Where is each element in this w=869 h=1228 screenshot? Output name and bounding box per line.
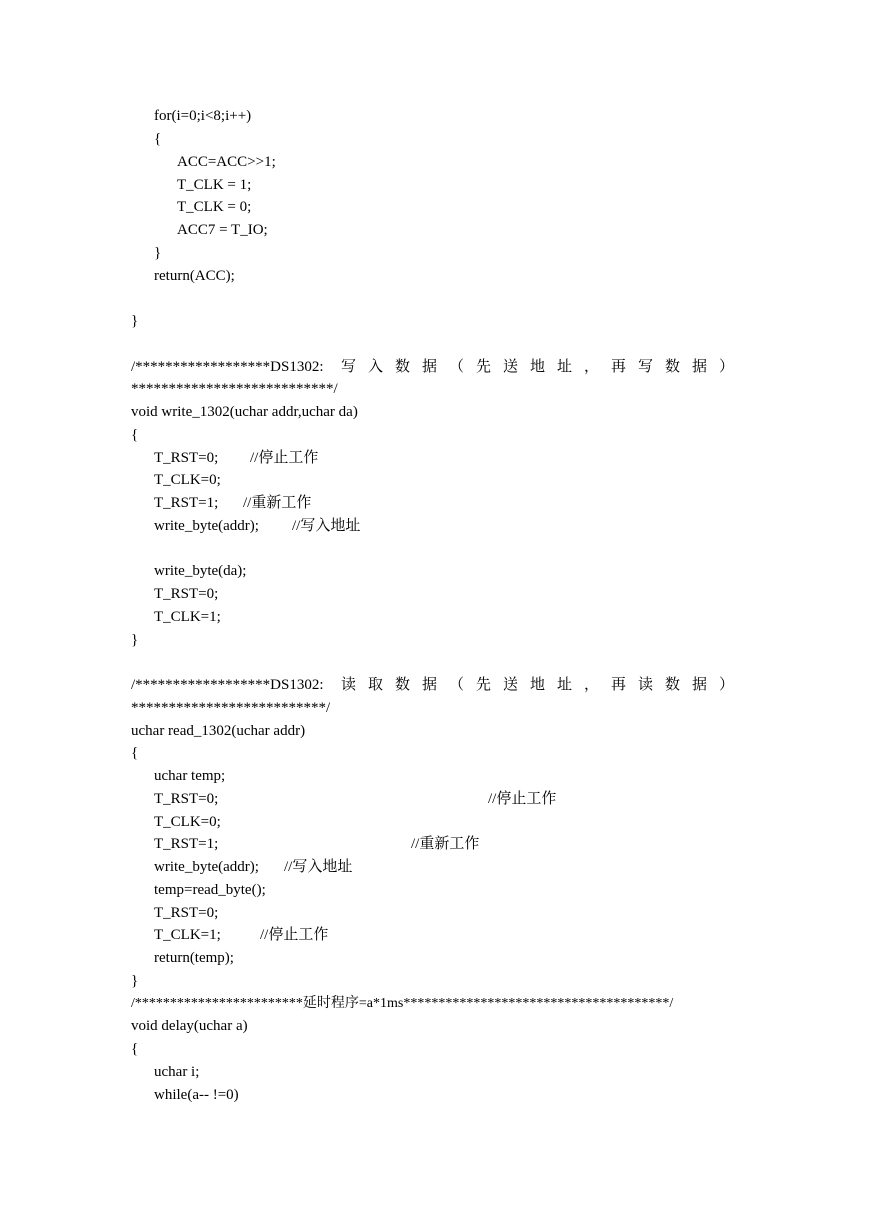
section-comment-line — [0, 675, 735, 695]
code-text: T_CLK=0; — [154, 472, 221, 488]
spaced-char: 送 — [503, 677, 519, 693]
code-text: T_RST=1; — [154, 836, 219, 852]
code-text: **************************/ — [131, 700, 331, 716]
code-text: { — [154, 131, 162, 147]
spaced-char: 址 — [557, 677, 573, 693]
spaced-char: 再 — [611, 359, 627, 375]
code-text: T_CLK = 0; — [177, 199, 252, 215]
code-text: write_byte(da); — [154, 563, 247, 579]
spaced-char: 地 — [530, 359, 546, 375]
spaced-char: ） — [719, 359, 735, 375]
code-text: T_RST=0; — [154, 586, 219, 602]
code-text: T_RST=1; — [154, 495, 219, 511]
code-text: T_RST=0; — [154, 450, 219, 466]
code-text: { — [131, 1041, 139, 1057]
code-text: } — [131, 973, 139, 989]
spaced-char: ， — [584, 359, 600, 375]
code-text: void delay(uchar a) — [131, 1018, 248, 1034]
code-text: while(a-- !=0) — [154, 1087, 239, 1103]
spaced-char: 据 — [422, 359, 438, 375]
code-text: T_RST=0; — [154, 791, 219, 807]
code-text: write_byte(addr); — [154, 859, 259, 875]
code-comment: //写入地址 — [284, 859, 353, 875]
spaced-char: 址 — [557, 359, 573, 375]
code-text: T_CLK = 1; — [177, 177, 252, 193]
code-text: { — [131, 427, 139, 443]
spaced-char: （ — [449, 677, 465, 693]
code-text: temp=read_byte(); — [154, 882, 266, 898]
spaced-char: 读 — [638, 677, 654, 693]
spaced-char: 送 — [503, 359, 519, 375]
code-text: write_byte(addr); — [154, 518, 259, 534]
code-text: /************************延时程序=a*1ms**************************************/ — [131, 996, 674, 1011]
code-comment: //停止工作 — [260, 927, 329, 943]
spaced-char: 数 — [665, 359, 681, 375]
spaced-char: 数 — [395, 677, 411, 693]
code-comment: //重新工作 — [243, 495, 312, 511]
code-text: /******************DS1302: — [131, 677, 324, 693]
spaced-char: 地 — [530, 677, 546, 693]
spaced-char: 入 — [368, 359, 384, 375]
code-text: ACC=ACC>>1; — [177, 154, 276, 170]
code-text: } — [131, 313, 139, 329]
spaced-char: 读 — [341, 677, 357, 693]
section-comment-line — [0, 357, 735, 377]
code-comment: //停止工作 — [250, 450, 319, 466]
code-text: uchar temp; — [154, 768, 226, 784]
spaced-char: 先 — [476, 677, 492, 693]
spaced-char: ） — [719, 677, 735, 693]
code-text: uchar i; — [154, 1064, 200, 1080]
code-text: return(temp); — [154, 950, 234, 966]
spaced-char: 再 — [611, 677, 627, 693]
code-text: } — [154, 245, 162, 261]
code-text: T_CLK=0; — [154, 814, 221, 830]
code-comment: //停止工作 — [488, 791, 557, 807]
code-text: { — [131, 745, 139, 761]
spaced-char: 数 — [395, 359, 411, 375]
code-text: T_CLK=1; — [154, 927, 221, 943]
code-text: /******************DS1302: — [131, 359, 324, 375]
code-text: ***************************/ — [131, 381, 338, 397]
spaced-char: 数 — [665, 677, 681, 693]
code-text: void write_1302(uchar addr,uchar da) — [131, 404, 358, 420]
spaced-char: 据 — [692, 677, 708, 693]
code-comment: //写入地址 — [292, 518, 361, 534]
spaced-char: 取 — [368, 677, 384, 693]
code-text: ACC7 = T_IO; — [177, 222, 268, 238]
code-text: T_CLK=1; — [154, 609, 221, 625]
spaced-char: 写 — [638, 359, 654, 375]
code-text: } — [131, 632, 139, 648]
spaced-char: （ — [449, 359, 465, 375]
spaced-char: 据 — [692, 359, 708, 375]
code-text: for(i=0;i<8;i++) — [154, 108, 252, 124]
code-comment: //重新工作 — [411, 836, 480, 852]
code-text: T_RST=0; — [154, 905, 219, 921]
code-text: return(ACC); — [154, 268, 235, 284]
spaced-char: 据 — [422, 677, 438, 693]
code-text: uchar read_1302(uchar addr) — [131, 723, 306, 739]
spaced-char: 写 — [341, 359, 357, 375]
spaced-char: ， — [584, 677, 600, 693]
spaced-char: 先 — [476, 359, 492, 375]
